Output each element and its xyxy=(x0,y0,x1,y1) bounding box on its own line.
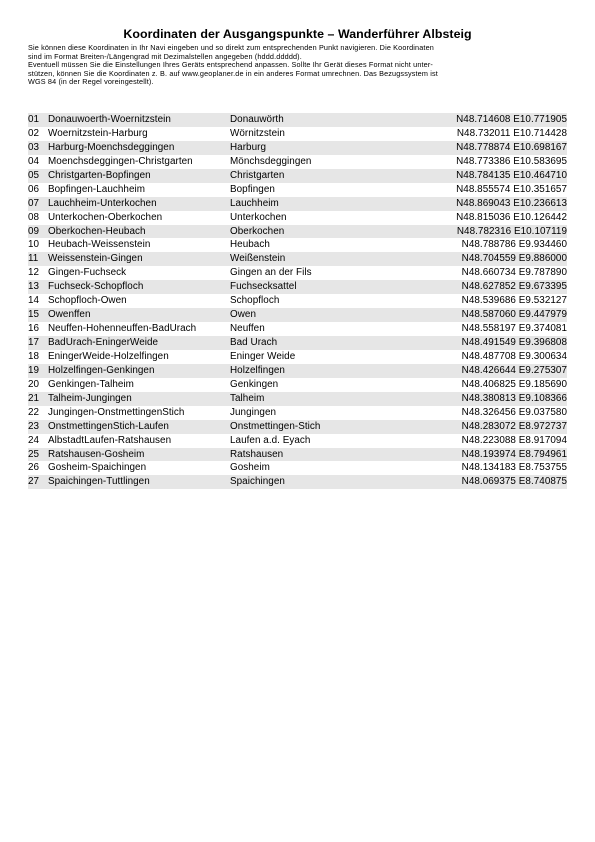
coordinates: N48.134183 E8.753755 xyxy=(461,462,567,474)
start-place: Spaichingen xyxy=(230,476,285,488)
intro-line: Sie können diese Koordinaten in Ihr Navi eingeben und so direkt zum entsprechenden Punkt navigieren. Die Koordinaten xyxy=(28,43,434,52)
coordinates: N48.380813 E9.108366 xyxy=(461,392,567,404)
table-row xyxy=(28,461,567,475)
start-place: Mönchsdeggingen xyxy=(230,155,312,167)
row-number: 14 xyxy=(28,295,40,307)
route-name: AlbstadtLaufen-Ratshausen xyxy=(48,434,172,446)
coordinates: N48.784135 E10.464710 xyxy=(456,169,567,181)
row-number: 17 xyxy=(28,337,40,348)
route-name: Lauchheim-Unterkochen xyxy=(48,197,157,209)
coordinates: N48.714608 E10.771905 xyxy=(456,114,567,125)
row-number: 13 xyxy=(28,281,40,293)
start-place: Wörnitzstein xyxy=(230,127,285,139)
row-number: 06 xyxy=(28,183,40,195)
table-row xyxy=(28,420,567,434)
coordinates: N48.539686 E9.532127 xyxy=(461,295,567,307)
table-row xyxy=(28,169,567,183)
table-row xyxy=(28,392,567,406)
route-name: Talheim-Jungingen xyxy=(48,392,132,404)
start-place: Donauwörth xyxy=(230,114,284,125)
start-place: Owen xyxy=(230,309,256,321)
table-row xyxy=(28,211,567,225)
route-name: Christgarten-Bopfingen xyxy=(48,169,151,181)
row-number: 20 xyxy=(28,378,40,390)
start-place: Bad Urach xyxy=(230,337,278,348)
row-number: 27 xyxy=(28,476,40,488)
coordinates: N48.815036 E10.126442 xyxy=(456,211,567,223)
start-place: Talheim xyxy=(230,392,265,404)
start-place: Oberkochen xyxy=(230,225,285,237)
coordinates: N48.406825 E9.185690 xyxy=(461,378,567,390)
route-name: Donauwoerth-Woernitzstein xyxy=(48,114,171,125)
start-place: Gingen an der Fils xyxy=(230,267,312,279)
row-number: 07 xyxy=(28,197,40,209)
start-place: Laufen a.d. Eyach xyxy=(230,434,311,446)
coordinates: N48.193974 E8.794961 xyxy=(461,448,567,460)
row-number: 02 xyxy=(28,127,40,139)
row-number: 05 xyxy=(28,169,40,181)
row-number: 10 xyxy=(28,239,40,251)
route-name: BadUrach-EningerWeide xyxy=(48,337,159,348)
row-number: 24 xyxy=(28,434,40,446)
row-number: 04 xyxy=(28,155,40,167)
start-place: Eninger Weide xyxy=(230,350,296,362)
row-number: 22 xyxy=(28,406,40,418)
route-name: Bopfingen-Lauchheim xyxy=(48,183,146,195)
route-name: Neuffen-Hohenneuffen-BadUrach xyxy=(48,323,197,335)
coordinates-table xyxy=(28,113,567,489)
route-name: Oberkochen-Heubach xyxy=(48,225,146,237)
start-place: Fuchsecksattel xyxy=(230,281,297,293)
table-row xyxy=(28,308,567,322)
route-name: OnstmettingenStich-Laufen xyxy=(48,420,169,432)
table-row xyxy=(28,336,567,350)
table-row xyxy=(28,294,567,308)
table-row xyxy=(28,434,567,448)
table-row xyxy=(28,197,567,211)
route-name: EningerWeide-Holzelfingen xyxy=(48,350,169,362)
row-number: 21 xyxy=(28,392,40,404)
table-row xyxy=(28,113,567,127)
coordinates: N48.069375 E8.740875 xyxy=(461,476,567,488)
row-number: 19 xyxy=(28,364,40,376)
table-row xyxy=(28,448,567,462)
start-place: Lauchheim xyxy=(230,197,279,209)
route-name: Genkingen-Talheim xyxy=(48,378,134,390)
table-row xyxy=(28,252,567,266)
start-place: Ratshausen xyxy=(230,448,284,460)
intro-line: stützen, können Sie die Koordinaten z. B. auf www.geoplaner.de in ein anderes Format umrechnen. Das Bezugssystem ist xyxy=(28,68,438,78)
route-name: Gosheim-Spaichingen xyxy=(48,462,147,474)
start-place: Schopfloch xyxy=(230,295,280,307)
route-name: Fuchseck-Schopfloch xyxy=(48,281,144,293)
start-place: Heubach xyxy=(230,239,270,251)
coordinates: N48.558197 E9.374081 xyxy=(461,323,567,335)
intro-line: Eventuell müssen Sie die Einstellungen Ihres Geräts entsprechend anpassen. Sollte Ihr Gerät dieses Format nicht unter- xyxy=(28,60,433,70)
start-place: Unterkochen xyxy=(230,211,287,223)
start-place: Harburg xyxy=(230,141,267,153)
table-row xyxy=(28,475,567,489)
row-number: 03 xyxy=(28,141,40,153)
coordinates: N48.487708 E9.300634 xyxy=(461,350,567,362)
table-row xyxy=(28,183,567,197)
row-number: 12 xyxy=(28,267,40,279)
row-number: 26 xyxy=(28,462,40,474)
coordinates: N48.491549 E9.396808 xyxy=(461,337,567,348)
route-name: Jungingen-OnstmettingenStich xyxy=(48,406,185,418)
start-place: Holzelfingen xyxy=(230,364,285,376)
row-number: 16 xyxy=(28,323,40,335)
table-row xyxy=(28,364,567,378)
start-place: Christgarten xyxy=(230,169,285,181)
table-row xyxy=(28,350,567,364)
table-row xyxy=(28,378,567,392)
coordinates: N48.869043 E10.236613 xyxy=(456,197,567,209)
table-row xyxy=(28,225,567,239)
row-number: 15 xyxy=(28,309,40,321)
coordinates: N48.782316 E10.107119 xyxy=(456,225,567,237)
start-place: Weißenstein xyxy=(230,253,286,265)
row-number: 08 xyxy=(28,211,40,223)
intro-line: WGS 84 (in der Regel voreingestellt). xyxy=(28,77,154,87)
row-number: 25 xyxy=(28,448,40,460)
route-name: Schopfloch-Owen xyxy=(48,295,127,307)
coordinates: N48.773386 E10.583695 xyxy=(456,155,567,167)
row-number: 11 xyxy=(28,253,39,265)
table-row xyxy=(28,141,567,155)
route-name: Heubach-Weissenstein xyxy=(48,239,151,251)
route-name: Ratshausen-Gosheim xyxy=(48,448,145,460)
coordinates: N48.855574 E10.351657 xyxy=(456,183,567,195)
coordinates: N48.778874 E10.698167 xyxy=(456,141,567,153)
intro-line: sind im Format Breiten-/Längengrad mit Dezimalstellen angegeben (hddd.ddddd). xyxy=(28,51,302,61)
intro-paragraph xyxy=(28,44,568,87)
start-place: Gosheim xyxy=(230,462,270,474)
start-place: Onstmettingen-Stich xyxy=(230,420,321,432)
route-name: Spaichingen-Tuttlingen xyxy=(48,476,150,488)
row-number: 18 xyxy=(28,350,40,362)
route-name: Owenffen xyxy=(48,309,91,321)
coordinates: N48.660734 E9.787890 xyxy=(461,267,567,279)
coordinates: N48.283072 E8.972737 xyxy=(461,420,567,432)
start-place: Genkingen xyxy=(230,378,279,390)
coordinates: N48.326456 E9.037580 xyxy=(461,406,567,418)
table-row xyxy=(28,280,567,294)
coordinates: N48.223088 E8.917094 xyxy=(461,434,567,446)
row-number: 01 xyxy=(28,114,40,125)
start-place: Jungingen xyxy=(230,406,277,418)
route-name: Moenchsdeggingen-Christgarten xyxy=(48,155,193,167)
table-row xyxy=(28,238,567,252)
row-number: 23 xyxy=(28,420,40,432)
table-row xyxy=(28,322,567,336)
table-row xyxy=(28,406,567,420)
route-name: Harburg-Moenchsdeggingen xyxy=(48,141,175,153)
table-row xyxy=(28,266,567,280)
route-name: Holzelfingen-Genkingen xyxy=(48,364,155,376)
table-row xyxy=(28,155,567,169)
table-row xyxy=(28,127,567,141)
coordinates: N48.788786 E9.934460 xyxy=(461,239,567,251)
coordinates: N48.627852 E9.673395 xyxy=(461,281,567,293)
row-number: 09 xyxy=(28,225,40,237)
coordinates: N48.732011 E10.714428 xyxy=(456,127,567,139)
page-title: Koordinaten der Ausgangspunkte – Wanderführer Albsteig xyxy=(123,27,472,41)
start-place: Bopfingen xyxy=(230,183,275,195)
route-name: Unterkochen-Oberkochen xyxy=(48,211,163,223)
route-name: Woernitzstein-Harburg xyxy=(48,127,148,139)
route-name: Weissenstein-Gingen xyxy=(48,253,143,265)
route-name: Gingen-Fuchseck xyxy=(48,267,127,279)
start-place: Neuffen xyxy=(230,323,265,335)
coordinates: N48.426644 E9.275307 xyxy=(461,364,567,376)
coordinates: N48.587060 E9.447979 xyxy=(461,309,567,321)
coordinates: N48.704559 E9.886000 xyxy=(461,253,567,265)
